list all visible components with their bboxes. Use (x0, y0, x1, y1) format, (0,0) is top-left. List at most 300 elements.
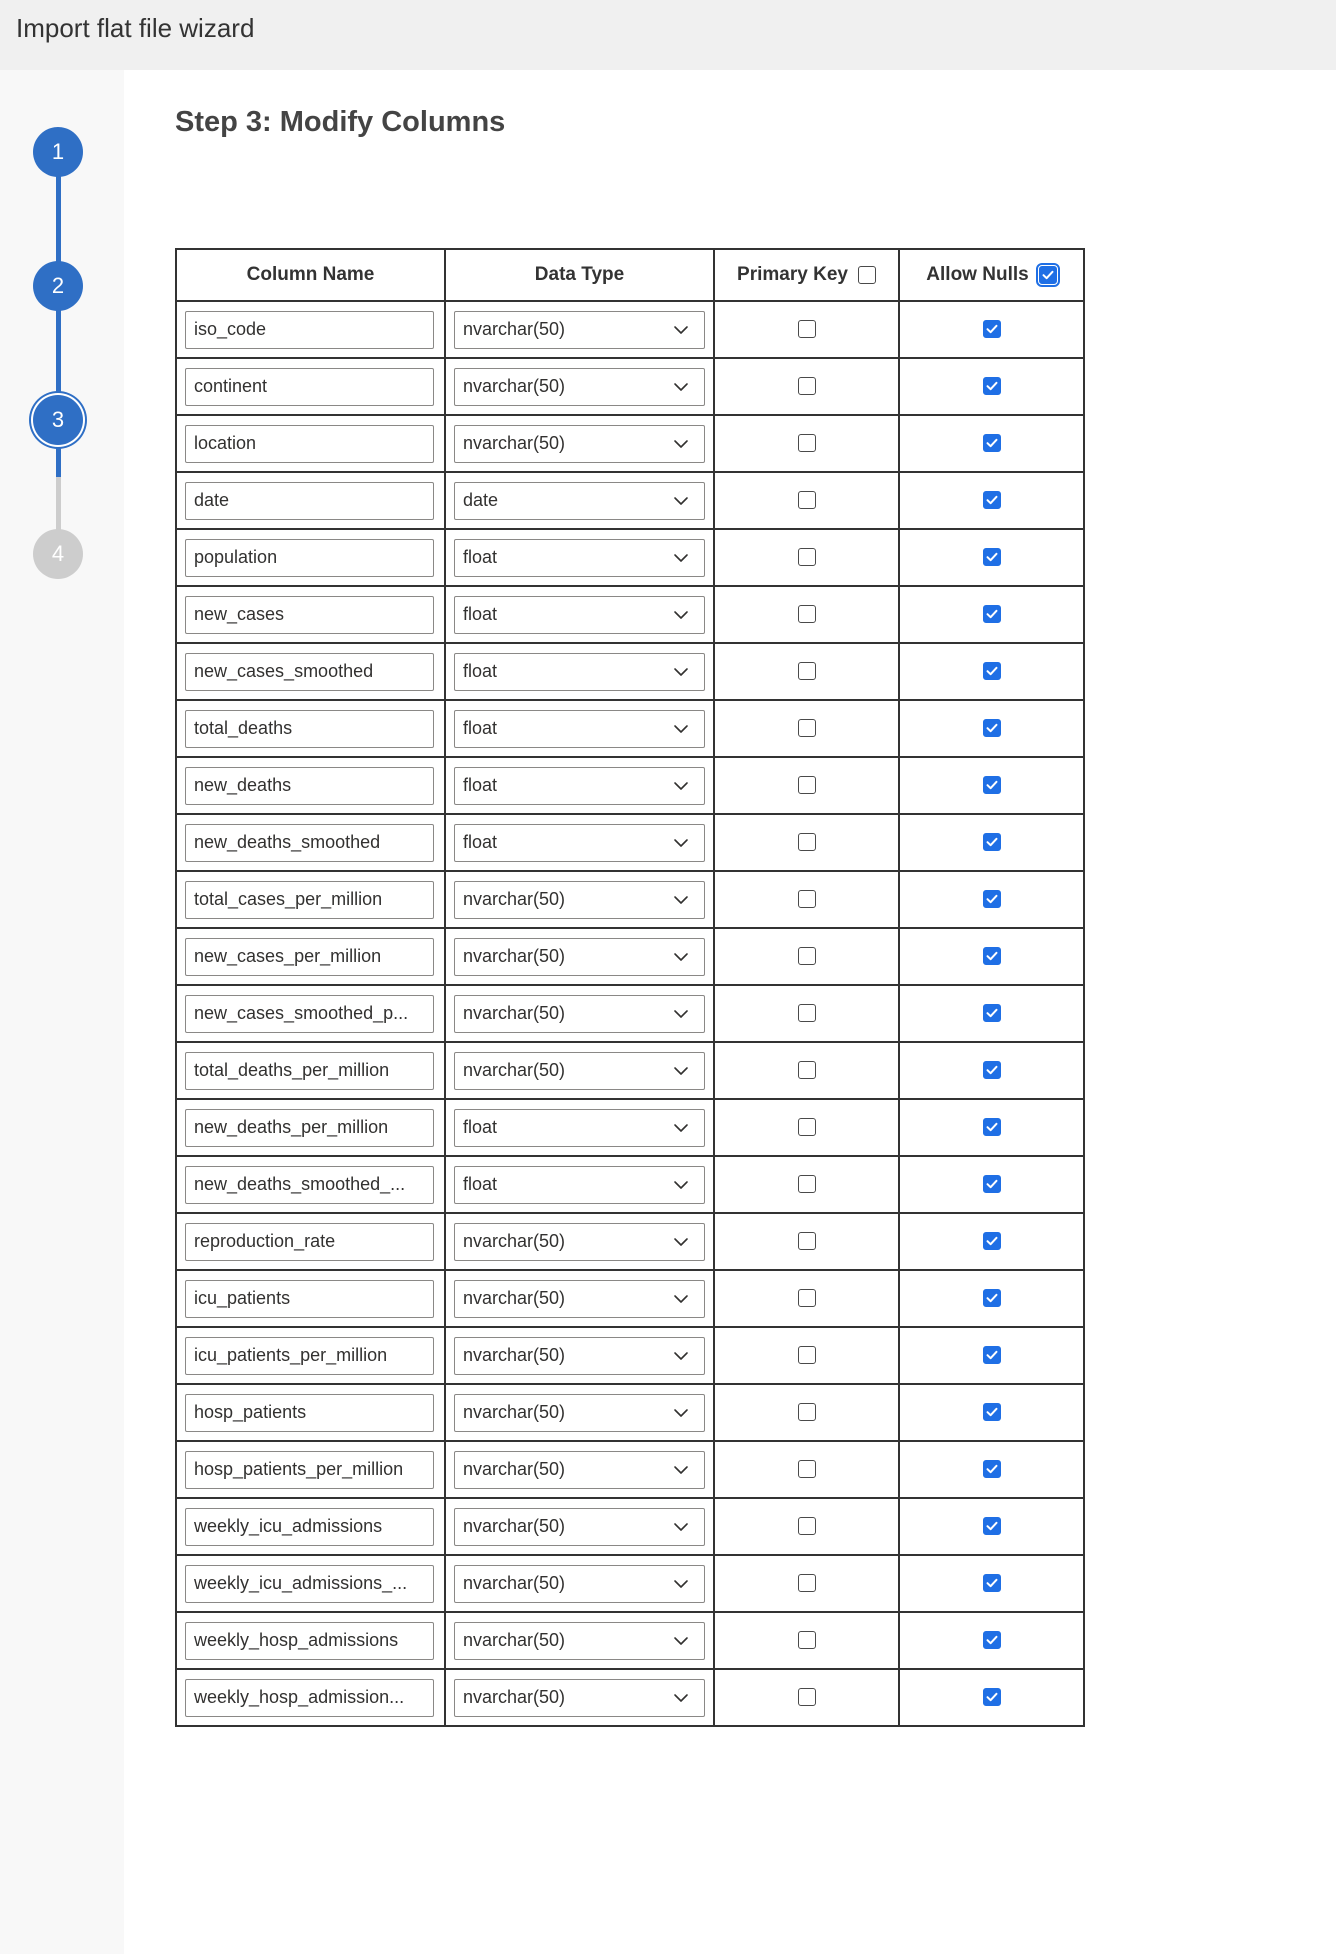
column-name-cell (176, 757, 445, 814)
primary-key-checkbox[interactable] (798, 719, 816, 737)
checkmark-icon (985, 607, 999, 621)
chevron-down-icon (672, 606, 690, 624)
table-row (176, 1327, 1084, 1384)
allow-nulls-cell (899, 1669, 1084, 1726)
checkmark-icon (985, 436, 999, 450)
data-type-value: nvarchar(50) (463, 319, 566, 339)
step-number: 3 (51, 407, 65, 432)
column-name-input[interactable] (185, 1337, 434, 1375)
allow-nulls-cell (899, 928, 1084, 985)
primary-key-cell (714, 1498, 899, 1555)
allow-nulls-cell (899, 757, 1084, 814)
primary-key-checkbox[interactable] (798, 377, 816, 395)
checkmark-icon (985, 664, 999, 678)
data-type-dropdown[interactable] (454, 1565, 705, 1603)
columns-table-body (176, 301, 1084, 1726)
table-row (176, 814, 1084, 871)
checkmark-icon (985, 1063, 999, 1077)
primary-key-checkbox[interactable] (798, 1232, 816, 1250)
step-number: 2 (51, 273, 65, 298)
data-type-value: float (463, 775, 498, 795)
table-row (176, 700, 1084, 757)
chevron-down-icon (672, 948, 690, 966)
table-row (176, 643, 1084, 700)
column-name-cell (176, 985, 445, 1042)
data-type-cell (445, 643, 714, 700)
column-name-cell (176, 472, 445, 529)
primary-key-cell (714, 529, 899, 586)
data-type-value: nvarchar(50) (463, 1003, 566, 1023)
data-type-cell (445, 1555, 714, 1612)
allow-nulls-checkbox[interactable] (983, 434, 1001, 452)
column-name-cell (176, 814, 445, 871)
chevron-down-icon (672, 1518, 690, 1536)
checkmark-icon (985, 721, 999, 735)
data-type-dropdown[interactable] (454, 1109, 705, 1147)
primary-key-checkbox[interactable] (798, 1517, 816, 1535)
data-type-dropdown[interactable] (454, 1451, 705, 1489)
checkmark-icon (1041, 268, 1055, 282)
column-name-input[interactable] (185, 539, 434, 577)
data-type-dropdown[interactable] (454, 1223, 705, 1261)
allow-nulls-checkbox[interactable] (983, 1232, 1001, 1250)
data-type-cell (445, 1270, 714, 1327)
chevron-down-icon (672, 549, 690, 567)
column-name-cell (176, 1213, 445, 1270)
checkmark-icon (985, 322, 999, 336)
data-type-value: nvarchar(50) (463, 1402, 566, 1422)
allow-nulls-cell (899, 301, 1084, 358)
data-type-cell (445, 814, 714, 871)
primary-key-checkbox[interactable] (798, 1688, 816, 1706)
step-3-indicator[interactable] (33, 395, 83, 445)
primary-key-cell (714, 1042, 899, 1099)
column-name-cell (176, 1099, 445, 1156)
data-type-dropdown[interactable] (454, 1337, 705, 1375)
allow-nulls-header (899, 249, 1084, 301)
data-type-header: Data Type (445, 249, 714, 301)
data-type-dropdown[interactable] (454, 368, 705, 406)
column-name-input[interactable] (185, 1679, 434, 1717)
data-type-value: nvarchar(50) (463, 1573, 566, 1593)
primary-key-cell (714, 472, 899, 529)
data-type-dropdown[interactable] (454, 1280, 705, 1318)
primary-key-cell (714, 586, 899, 643)
allow-nulls-cell (899, 871, 1084, 928)
allow-nulls-checkbox[interactable] (983, 1004, 1001, 1022)
allow-nulls-checkbox[interactable] (983, 1688, 1001, 1706)
primary-key-cell (714, 1156, 899, 1213)
checkmark-icon (985, 1690, 999, 1704)
column-name-cell (176, 529, 445, 586)
primary-key-checkbox[interactable] (798, 662, 816, 680)
allow-nulls-cell (899, 1612, 1084, 1669)
primary-key-checkbox[interactable] (798, 1289, 816, 1307)
chevron-down-icon (672, 1233, 690, 1251)
column-name-cell (176, 1384, 445, 1441)
primary-key-checkbox[interactable] (798, 947, 816, 965)
column-name-cell (176, 358, 445, 415)
data-type-dropdown[interactable] (454, 767, 705, 805)
primary-key-checkbox[interactable] (798, 1574, 816, 1592)
column-name-cell (176, 1498, 445, 1555)
chevron-down-icon (672, 1347, 690, 1365)
column-name-input[interactable] (185, 881, 434, 919)
column-name-input[interactable] (185, 1109, 434, 1147)
column-name-cell (176, 700, 445, 757)
data-type-value: nvarchar(50) (463, 1288, 566, 1308)
table-row (176, 1156, 1084, 1213)
column-name-cell (176, 1669, 445, 1726)
allow-nulls-checkbox[interactable] (983, 605, 1001, 623)
allow-nulls-checkbox[interactable] (983, 1403, 1001, 1421)
primary-key-checkbox[interactable] (798, 1631, 816, 1649)
step-4-indicator[interactable] (33, 529, 83, 579)
data-type-value: nvarchar(50) (463, 889, 566, 909)
data-type-value: nvarchar(50) (463, 1630, 566, 1650)
allow-nulls-cell (899, 1213, 1084, 1270)
table-row (176, 757, 1084, 814)
table-row (176, 1213, 1084, 1270)
primary-key-cell (714, 700, 899, 757)
chevron-down-icon (672, 1290, 690, 1308)
allow-nulls-checkbox[interactable] (983, 776, 1001, 794)
primary-key-checkbox[interactable] (798, 1004, 816, 1022)
data-type-value: nvarchar(50) (463, 376, 566, 396)
checkmark-icon (985, 835, 999, 849)
column-name-input[interactable] (185, 1052, 434, 1090)
step-2-indicator[interactable] (33, 261, 83, 311)
column-name-cell (176, 415, 445, 472)
data-type-dropdown[interactable] (454, 1394, 705, 1432)
table-row (176, 1099, 1084, 1156)
data-type-dropdown[interactable] (454, 1679, 705, 1717)
data-type-value: nvarchar(50) (463, 946, 566, 966)
data-type-value: nvarchar(50) (463, 1687, 566, 1707)
allow-nulls-checkbox[interactable] (983, 1118, 1001, 1136)
checkmark-icon (985, 949, 999, 963)
table-row (176, 586, 1084, 643)
data-type-cell (445, 1042, 714, 1099)
data-type-cell (445, 757, 714, 814)
allow-nulls-cell (899, 643, 1084, 700)
primary-key-cell (714, 1555, 899, 1612)
chevron-down-icon (672, 777, 690, 795)
primary-key-checkbox[interactable] (798, 491, 816, 509)
wizard-stepper (0, 70, 124, 1954)
chevron-down-icon (672, 378, 690, 396)
chevron-down-icon (672, 891, 690, 909)
checkmark-icon (985, 1120, 999, 1134)
table-row (176, 301, 1084, 358)
column-name-input[interactable] (185, 368, 434, 406)
primary-key-checkbox[interactable] (798, 434, 816, 452)
allow-nulls-cell (899, 1327, 1084, 1384)
column-name-cell (176, 1042, 445, 1099)
chevron-down-icon (672, 1176, 690, 1194)
column-name-cell (176, 1612, 445, 1669)
checkmark-icon (985, 493, 999, 507)
column-name-cell (176, 643, 445, 700)
column-name-cell (176, 1555, 445, 1612)
allow-nulls-checkbox[interactable] (983, 1061, 1001, 1079)
data-type-dropdown[interactable] (454, 653, 705, 691)
step-number: 4 (51, 541, 65, 566)
title-bar (0, 0, 1336, 70)
data-type-dropdown[interactable] (454, 539, 705, 577)
data-type-value: nvarchar(50) (463, 1060, 566, 1080)
primary-key-header (714, 249, 899, 301)
data-type-cell (445, 529, 714, 586)
chevron-down-icon (672, 1404, 690, 1422)
primary-key-checkbox[interactable] (798, 833, 816, 851)
data-type-cell (445, 586, 714, 643)
data-type-cell (445, 358, 714, 415)
chevron-down-icon (672, 1062, 690, 1080)
allow-nulls-cell (899, 415, 1084, 472)
primary-key-cell (714, 814, 899, 871)
table-row (176, 1384, 1084, 1441)
data-type-value: float (463, 832, 498, 852)
table-row (176, 472, 1084, 529)
primary-key-cell (714, 643, 899, 700)
data-type-dropdown[interactable] (454, 710, 705, 748)
allow-nulls-cell (899, 1384, 1084, 1441)
data-type-cell (445, 1669, 714, 1726)
primary-key-cell (714, 757, 899, 814)
allow-nulls-cell (899, 1270, 1084, 1327)
data-type-cell (445, 415, 714, 472)
chevron-down-icon (672, 1632, 690, 1650)
allow-nulls-checkbox[interactable] (983, 320, 1001, 338)
column-name-input[interactable] (185, 425, 434, 463)
table-row (176, 928, 1084, 985)
allow-nulls-checkbox[interactable] (983, 1346, 1001, 1364)
chevron-down-icon (672, 492, 690, 510)
checkmark-icon (985, 1006, 999, 1020)
allow-nulls-checkbox[interactable] (983, 890, 1001, 908)
primary-key-checkbox[interactable] (798, 320, 816, 338)
primary-key-cell (714, 301, 899, 358)
data-type-value: nvarchar(50) (463, 433, 566, 453)
table-row (176, 358, 1084, 415)
data-type-cell (445, 1327, 714, 1384)
table-row (176, 529, 1084, 586)
primary-key-checkbox[interactable] (798, 605, 816, 623)
primary-key-checkbox[interactable] (798, 1061, 816, 1079)
primary-key-checkbox[interactable] (798, 1118, 816, 1136)
column-name-input[interactable] (185, 482, 434, 520)
table-row (176, 1270, 1084, 1327)
allow-nulls-cell (899, 1156, 1084, 1213)
data-type-dropdown[interactable] (454, 824, 705, 862)
table-row (176, 1612, 1084, 1669)
allow-nulls-checkbox[interactable] (983, 1460, 1001, 1478)
column-name-input[interactable] (185, 938, 434, 976)
data-type-cell (445, 700, 714, 757)
data-type-cell (445, 1099, 714, 1156)
allow-nulls-cell (899, 1441, 1084, 1498)
data-type-value: float (463, 1117, 498, 1137)
table-row (176, 415, 1084, 472)
data-type-dropdown[interactable] (454, 995, 705, 1033)
checkmark-icon (985, 1348, 999, 1362)
data-type-dropdown[interactable] (454, 1166, 705, 1204)
chevron-down-icon (672, 1689, 690, 1707)
data-type-value: date (463, 490, 499, 510)
allow-nulls-checkbox[interactable] (983, 377, 1001, 395)
checkmark-icon (985, 1576, 999, 1590)
column-name-input[interactable] (185, 1280, 434, 1318)
data-type-dropdown[interactable] (454, 596, 705, 634)
allow-nulls-checkbox[interactable] (983, 1289, 1001, 1307)
data-type-value: float (463, 661, 498, 681)
table-row (176, 1042, 1084, 1099)
column-name-input[interactable] (185, 1622, 434, 1660)
primary-key-cell (714, 985, 899, 1042)
allow-nulls-select-all-checkbox[interactable] (1039, 266, 1057, 284)
column-name-input[interactable] (185, 1451, 434, 1489)
allow-nulls-cell (899, 700, 1084, 757)
column-name-input[interactable] (185, 1223, 434, 1261)
data-type-value: float (463, 547, 498, 567)
primary-key-checkbox[interactable] (798, 1175, 816, 1193)
column-name-input[interactable] (185, 1565, 434, 1603)
page-title: Step 3: Modify Columns (175, 106, 506, 138)
column-name-input[interactable] (185, 824, 434, 862)
data-type-dropdown[interactable] (454, 425, 705, 463)
column-name-input[interactable] (185, 710, 434, 748)
data-type-dropdown[interactable] (454, 311, 705, 349)
column-name-cell (176, 928, 445, 985)
checkmark-icon (985, 1234, 999, 1248)
primary-key-cell (714, 1441, 899, 1498)
data-type-value: nvarchar(50) (463, 1231, 566, 1251)
data-type-dropdown[interactable] (454, 1508, 705, 1546)
allow-nulls-cell (899, 814, 1084, 871)
allow-nulls-checkbox[interactable] (983, 719, 1001, 737)
column-name-cell (176, 301, 445, 358)
checkmark-icon (985, 1405, 999, 1419)
data-type-cell (445, 1213, 714, 1270)
column-name-cell (176, 871, 445, 928)
allow-nulls-checkbox[interactable] (983, 1574, 1001, 1592)
data-type-value: nvarchar(50) (463, 1459, 566, 1479)
data-type-cell (445, 871, 714, 928)
allow-nulls-cell (899, 529, 1084, 586)
column-name-input[interactable] (185, 653, 434, 691)
primary-key-checkbox[interactable] (798, 776, 816, 794)
primary-key-checkbox[interactable] (798, 1346, 816, 1364)
primary-key-cell (714, 358, 899, 415)
allow-nulls-header-label: Allow Nulls (926, 264, 1029, 285)
primary-key-cell (714, 928, 899, 985)
column-name-input[interactable] (185, 1166, 434, 1204)
window-title: Import flat file wizard (16, 13, 255, 43)
checkmark-icon (985, 1633, 999, 1647)
primary-key-cell (714, 415, 899, 472)
data-type-dropdown[interactable] (454, 1622, 705, 1660)
chevron-down-icon (672, 435, 690, 453)
checkmark-icon (985, 379, 999, 393)
allow-nulls-checkbox[interactable] (983, 1631, 1001, 1649)
chevron-down-icon (672, 834, 690, 852)
table-header-row (176, 249, 1084, 301)
chevron-down-icon (672, 321, 690, 339)
allow-nulls-cell (899, 1042, 1084, 1099)
allow-nulls-cell (899, 1555, 1084, 1612)
column-name-input[interactable] (185, 995, 434, 1033)
primary-key-cell (714, 1213, 899, 1270)
allow-nulls-cell (899, 1498, 1084, 1555)
data-type-dropdown[interactable] (454, 881, 705, 919)
column-name-input[interactable] (185, 767, 434, 805)
allow-nulls-checkbox[interactable] (983, 1175, 1001, 1193)
chevron-down-icon (672, 1005, 690, 1023)
chevron-down-icon (672, 720, 690, 738)
data-type-value: nvarchar(50) (463, 1516, 566, 1536)
primary-key-checkbox[interactable] (798, 548, 816, 566)
allow-nulls-checkbox[interactable] (983, 491, 1001, 509)
allow-nulls-checkbox[interactable] (983, 947, 1001, 965)
allow-nulls-checkbox[interactable] (983, 833, 1001, 851)
allow-nulls-checkbox[interactable] (983, 548, 1001, 566)
table-row (176, 1441, 1084, 1498)
data-type-cell (445, 472, 714, 529)
data-type-cell (445, 1612, 714, 1669)
column-name-input[interactable] (185, 311, 434, 349)
columns-table (175, 248, 1085, 1727)
primary-key-cell (714, 1669, 899, 1726)
table-row (176, 1669, 1084, 1726)
column-name-cell (176, 1327, 445, 1384)
primary-key-checkbox[interactable] (798, 890, 816, 908)
column-name-cell (176, 1441, 445, 1498)
primary-key-checkbox[interactable] (798, 1460, 816, 1478)
column-name-input[interactable] (185, 596, 434, 634)
data-type-cell (445, 1384, 714, 1441)
data-type-cell (445, 1156, 714, 1213)
primary-key-select-all-checkbox[interactable] (858, 266, 876, 284)
column-name-header: Column Name (176, 249, 445, 301)
allow-nulls-checkbox[interactable] (983, 1517, 1001, 1535)
chevron-down-icon (672, 1575, 690, 1593)
allow-nulls-cell (899, 358, 1084, 415)
data-type-cell (445, 1441, 714, 1498)
data-type-cell (445, 301, 714, 358)
column-name-cell (176, 1156, 445, 1213)
primary-key-cell (714, 1612, 899, 1669)
data-type-dropdown[interactable] (454, 938, 705, 976)
primary-key-cell (714, 1384, 899, 1441)
primary-key-checkbox[interactable] (798, 1403, 816, 1421)
data-type-cell (445, 985, 714, 1042)
data-type-dropdown[interactable] (454, 482, 705, 520)
checkmark-icon (985, 1519, 999, 1533)
table-row (176, 985, 1084, 1042)
column-name-input[interactable] (185, 1394, 434, 1432)
primary-key-cell (714, 1099, 899, 1156)
checkmark-icon (985, 1291, 999, 1305)
allow-nulls-cell (899, 472, 1084, 529)
column-name-cell (176, 586, 445, 643)
table-row (176, 871, 1084, 928)
data-type-dropdown[interactable] (454, 1052, 705, 1090)
column-name-input[interactable] (185, 1508, 434, 1546)
column-name-cell (176, 1270, 445, 1327)
step-1-indicator[interactable] (33, 127, 83, 177)
allow-nulls-checkbox[interactable] (983, 662, 1001, 680)
